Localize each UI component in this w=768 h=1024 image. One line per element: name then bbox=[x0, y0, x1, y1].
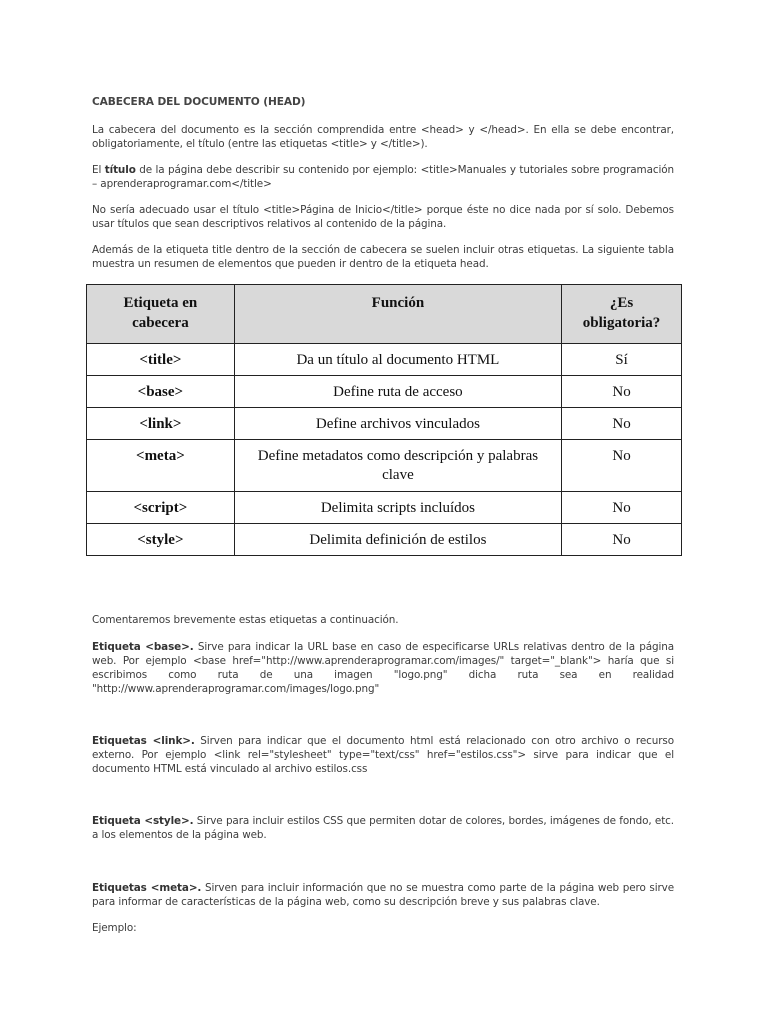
cell-function: Delimita scripts incluídos bbox=[234, 492, 561, 524]
head-tags-table bbox=[86, 284, 682, 556]
style-section bbox=[92, 814, 674, 842]
example-label: Ejemplo: bbox=[92, 922, 137, 934]
cell-function: Define archivos vinculados bbox=[234, 408, 561, 440]
cell-function: Define ruta de acceso bbox=[234, 376, 561, 408]
comment-paragraph: Comentaremos brevemente estas etiquetas a continuación. bbox=[92, 614, 399, 626]
link-section-text: Sirven para indicar que el documento html está relacionado con otro archivo o recurso externo. Por ejemplo <link rel="stylesheet" type="text/css" href="estilos.css"> sirve para indicar que el documento HTML está vinculado al archivo estilos.css bbox=[92, 735, 674, 775]
title-paragraph-bold: título bbox=[104, 164, 136, 176]
base-section bbox=[92, 640, 674, 696]
table-row bbox=[87, 408, 682, 440]
cell-required: Sí bbox=[562, 344, 682, 376]
style-section-text: Sirve para incluir estilos CSS que permiten dotar de colores, bordes, imágenes de fondo, etc. a los elementos de la página web. bbox=[92, 815, 674, 841]
cell-required: No bbox=[562, 440, 682, 492]
table-row bbox=[87, 492, 682, 524]
cell-tag: <meta> bbox=[87, 440, 235, 492]
meta-section-title: Etiquetas <meta>. bbox=[92, 882, 202, 894]
cell-required: No bbox=[562, 408, 682, 440]
table-row bbox=[87, 376, 682, 408]
not-adequate-paragraph: No sería adecuado usar el título <title>Página de Inicio</title> porque éste no dice nada por sí solo. Debemos usar títulos que sean descriptivos relativos al contenido de la página. bbox=[92, 204, 674, 230]
intro-paragraph: La cabecera del documento es la sección comprendida entre <head> y </head>. En ella se debe encontrar, obligatoriamente, el título (entre las etiquetas <title> y </title>). bbox=[92, 124, 674, 150]
cell-tag: <script> bbox=[87, 492, 235, 524]
meta-section bbox=[92, 881, 674, 909]
header-tag: Etiqueta en cabecera bbox=[87, 285, 235, 344]
title-paragraph bbox=[92, 163, 674, 191]
style-section-title: Etiqueta <style>. bbox=[92, 815, 194, 827]
table-header-row bbox=[87, 285, 682, 344]
link-section bbox=[92, 734, 674, 776]
base-section-title: Etiqueta <base>. bbox=[92, 641, 194, 653]
cell-tag: <style> bbox=[87, 524, 235, 556]
table-row bbox=[87, 524, 682, 556]
header-required: ¿Es obligatoria? bbox=[562, 285, 682, 344]
cell-tag: <title> bbox=[87, 344, 235, 376]
cell-required: No bbox=[562, 492, 682, 524]
meta-section-text: Sirven para incluir información que no se muestra como parte de la página web pero sirve para informar de características de la página web, como su descripción breve y sus palabras clave. bbox=[92, 882, 674, 908]
cell-tag: <link> bbox=[87, 408, 235, 440]
table-row bbox=[87, 440, 682, 492]
cell-function: Delimita definición de estilos bbox=[234, 524, 561, 556]
table-intro-paragraph: Además de la etiqueta title dentro de la sección de cabecera se suelen incluir otras etiquetas. La siguiente tabla muestra un resumen de elementos que pueden ir dentro de la etiqueta head. bbox=[92, 244, 674, 270]
cell-tag: <base> bbox=[87, 376, 235, 408]
header-function: Función bbox=[234, 285, 561, 344]
title-paragraph-prefix: El bbox=[92, 164, 105, 176]
cell-required: No bbox=[562, 376, 682, 408]
cell-function: Da un título al documento HTML bbox=[234, 344, 561, 376]
link-section-title: Etiquetas <link>. bbox=[92, 735, 195, 747]
cell-function: Define metadatos como descripción y palabras clave bbox=[234, 440, 561, 492]
title-paragraph-text: de la página debe describir su contenido por ejemplo: <title>Manuales y tutoriales sobre programación – aprenderaprogramar.com</title> bbox=[92, 164, 674, 190]
section-heading: CABECERA DEL DOCUMENTO (HEAD) bbox=[92, 96, 306, 108]
cell-required: No bbox=[562, 524, 682, 556]
table-row bbox=[87, 344, 682, 376]
base-section-text: Sirve para indicar la URL base en caso de especificarse URLs relativas dentro de la página web. Por ejemplo <base href="http://www.aprenderaprogramar.com/images/" target="_blank"> haría que si escribimos como ruta de una imagen "logo.png" dicha ruta sea en realidad "http://www.aprenderaprogramar.com/images/logo.png" bbox=[92, 641, 674, 695]
